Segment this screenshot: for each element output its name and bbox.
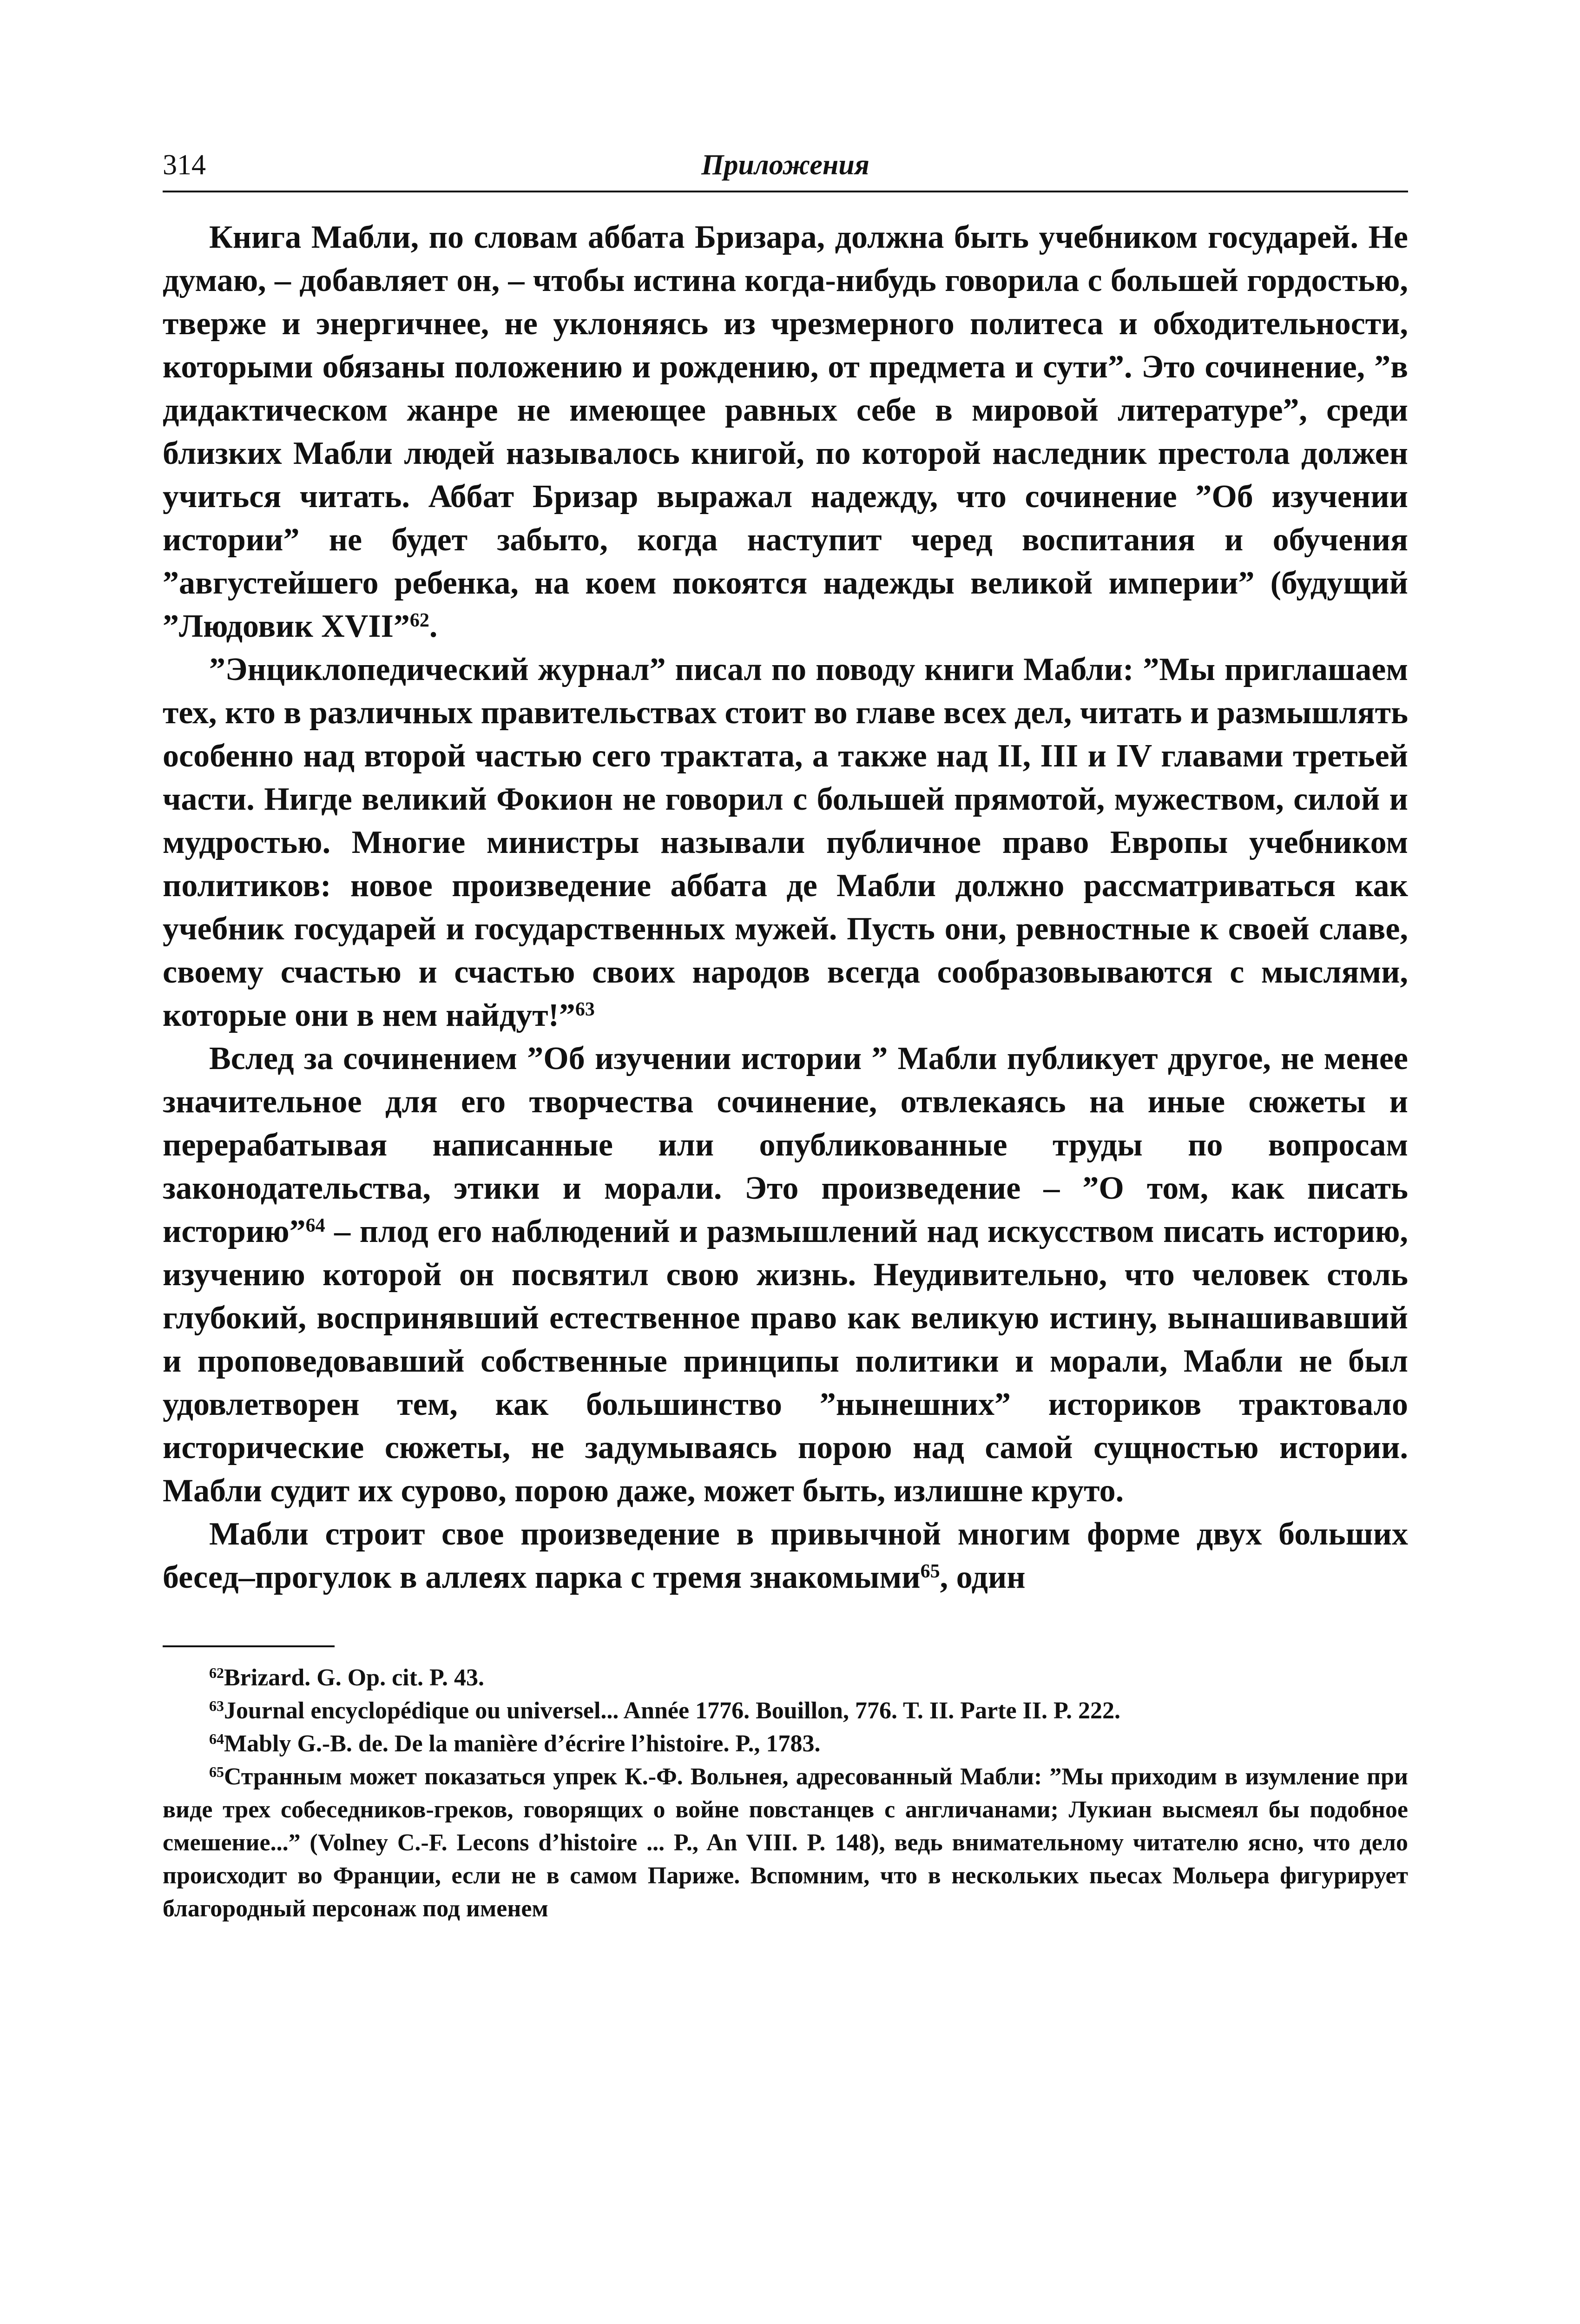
paragraph-tail: , один [940,1559,1026,1595]
footnote-number: 62 [209,1664,224,1681]
paragraph-tail: . [429,608,438,644]
footnote-text: Brizard. G. Op. cit. P. 43. [224,1664,484,1691]
running-head [163,139,1408,192]
paragraph-text: Мабли строит свое произведение в привычной многим форме двух больших бесед–прогулок в аллеях парка с тремя знакомыми [163,1516,1408,1595]
footnote-divider [163,1645,335,1647]
footnote-ref: 63 [575,999,595,1020]
paragraph [163,648,1408,1037]
footnote-ref: 65 [920,1561,940,1582]
paragraph-text: Книга Мабли, по словам аббата Бризара, должна быть учебником государей. Не думаю, – добавляет он, – чтобы истина когда-нибудь говорила с большей гордостью, тверже и энергичнее, не уклоняясь из чрезмерного политеса и обходительности, которыми обязаны положению и рождению, от предмета и сути”. Это сочинение, ”в дидактическом жанре не имеющее равных себе в мировой литературе”, среди близких Мабли людей называлось книгой, по которой наследник престола должен учиться читать. Аббат Бризар выражал надежду, что сочинение ”Об изучении истории” не будет забыто, когда наступит черед воспитания и обучения ”августейшего ребенка, на коем покоятся надежды великой империи” (будущий ”Людовик XVII” [163,219,1408,644]
footnote [163,1694,1408,1727]
paragraph [163,1037,1408,1512]
footnote-text: Journal encyclopédique ou universel... Année 1776. Bouillon, 776. T. II. Parte II. P. 222. [224,1697,1121,1724]
footnote-ref: 64 [305,1215,325,1236]
body-text [163,216,1408,1599]
page-number: 314 [163,149,206,181]
footnote-number: 64 [209,1730,224,1747]
paragraph [163,1512,1408,1599]
footnote [163,1727,1408,1760]
footnote-number: 65 [209,1763,224,1780]
book-page [163,139,1408,1925]
paragraph-text: ”Энциклопедический журнал” писал по поводу книги Мабли: ”Мы приглашаем тех, кто в различных правительствах стоит во главе всех дел, читать и размышлять особенно над второй частью сего трактата, а также над II, III и IV главами третьей части. Нигде великий Фокион не говорил с большей прямотой, мужеством, силой и мудростью. Многие министры называли публичное право Европы учебником политиков: новое произведение аббата де Мабли должно рассматриваться как учебник государей и государственных мужей. Пусть они, ревностные к своей славе, своему счастью и счастью своих народов всегда сообразовываются с мыслями, которые они в нем найдут!” [163,652,1408,1033]
section-title: Приложения [701,149,869,181]
footnote [163,1760,1408,1925]
paragraph [163,216,1408,648]
footnotes [163,1661,1408,1925]
footnote-number: 63 [209,1697,224,1714]
footnote-text: Mably G.-B. de. De la manière d’écrire l’histoire. P., 1783. [224,1730,821,1757]
footnote-ref: 62 [409,610,429,631]
paragraph-text: Вслед за сочинением ”Об изучении истории ” Мабли публикует другое, не менее значительное для его творчества сочинение, отвлекаясь на иные сюжеты и перерабатывая написанные или опубликованные труды по вопросам законодательства, этики и морали. Это произведение – ”О том, как писать историю” [163,1041,1408,1249]
footnote [163,1661,1408,1694]
footnote-text: Странным может показаться упрек К.-Ф. Вольнея, адресованный Мабли: ”Мы приходим в изумление при виде трех собеседников-греков, говорящих о войне повстанцев с англичанами; Лукиан высмеял бы подобное смешение...” (Volney C.-F. Lecons d’histoire ... P., An VIII. P. 148), ведь внимательному читателю ясно, что дело происходит во Франции, если не в самом Париже. Вспомним, что в нескольких пьесах Мольера фигурирует благородный персонаж под именем [163,1763,1408,1922]
paragraph-tail: – плод его наблюдений и размышлений над искусством писать историю, изучению которой он посвятил свою жизнь. Неудивительно, что человек столь глубокий, воспринявший естественное право как великую истину, вынашивавший и проповедовавший собственные принципы политики и морали, Мабли не был удовлетворен тем, как большинство ”нынешних” историков трактовало исторические сюжеты, не задумываясь порою над самой сущностью истории. Мабли судит их сурово, порою даже, может быть, излишне круто. [163,1214,1408,1509]
